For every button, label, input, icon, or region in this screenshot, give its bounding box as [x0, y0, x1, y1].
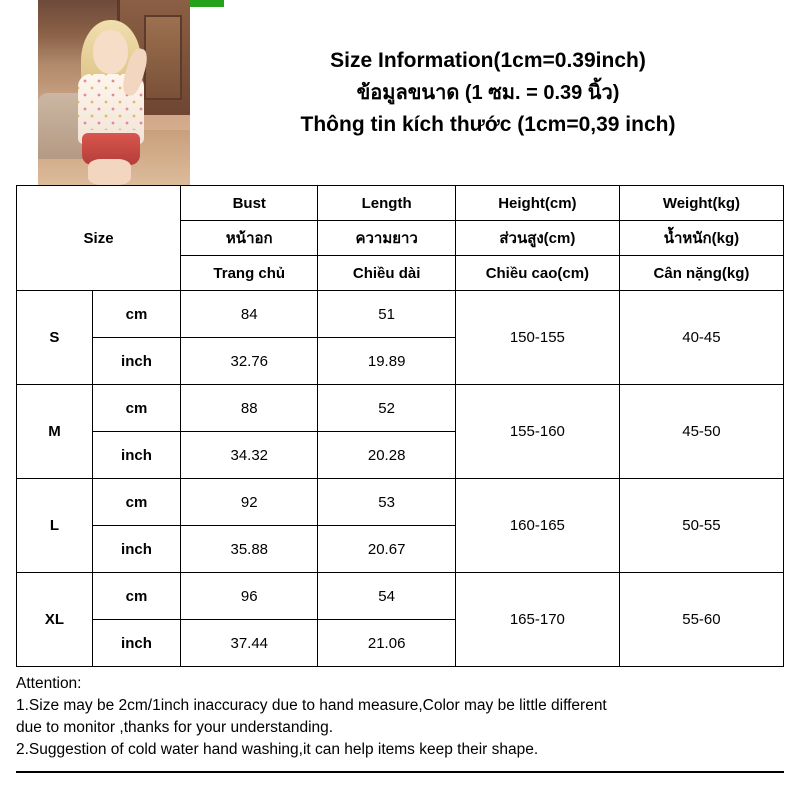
- header-height-vi: Chiều cao(cm): [455, 256, 619, 291]
- bottom-divider: [16, 771, 784, 773]
- header-height-en: Height(cm): [455, 186, 619, 221]
- photo-model-face: [93, 30, 128, 74]
- row-size-l: L: [17, 479, 93, 573]
- row-m-unit-inch: inch: [92, 432, 180, 479]
- attention-block: [16, 673, 784, 761]
- header-length-th: ความยาว: [318, 221, 455, 256]
- row-s-length-cm: 51: [318, 291, 455, 338]
- row-l-length-inch: 20.67: [318, 526, 455, 573]
- row-s-unit-cm: cm: [92, 291, 180, 338]
- size-table: [16, 185, 784, 667]
- row-l-bust-inch: 35.88: [181, 526, 318, 573]
- row-l-weight: 50-55: [619, 479, 783, 573]
- photo-illustration: [38, 0, 190, 185]
- title-block: [190, 0, 800, 185]
- table-row: [17, 479, 784, 526]
- row-l-bust-cm: 92: [181, 479, 318, 526]
- row-size-xl: XL: [17, 573, 93, 667]
- row-size-m: M: [17, 385, 93, 479]
- title-vietnamese: Thông tin kích thước (1cm=0,39 inch): [300, 112, 676, 136]
- row-l-length-cm: 53: [318, 479, 455, 526]
- row-m-length-inch: 20.28: [318, 432, 455, 479]
- table-row: [17, 385, 784, 432]
- row-s-height: 150-155: [455, 291, 619, 385]
- row-s-length-inch: 19.89: [318, 338, 455, 385]
- header-area: [0, 0, 800, 185]
- title-thai: ข้อมูลขนาด (1 ซม. = 0.39 นิ้ว): [356, 81, 620, 104]
- row-xl-unit-cm: cm: [92, 573, 180, 620]
- row-l-unit-cm: cm: [92, 479, 180, 526]
- attention-line-2: due to monitor ,thanks for your understanding.: [16, 719, 334, 736]
- title-english: Size Information(1cm=0.39inch): [330, 48, 646, 72]
- row-m-length-cm: 52: [318, 385, 455, 432]
- header-bust-vi: Trang chủ: [181, 256, 318, 291]
- row-m-bust-inch: 34.32: [181, 432, 318, 479]
- row-xl-height: 165-170: [455, 573, 619, 667]
- row-s-bust-cm: 84: [181, 291, 318, 338]
- row-s-bust-inch: 32.76: [181, 338, 318, 385]
- row-xl-bust-cm: 96: [181, 573, 318, 620]
- table-header-row-en: [17, 186, 784, 221]
- row-s-unit-inch: inch: [92, 338, 180, 385]
- row-m-unit-cm: cm: [92, 385, 180, 432]
- row-xl-weight: 55-60: [619, 573, 783, 667]
- row-size-s: S: [17, 291, 93, 385]
- row-s-weight: 40-45: [619, 291, 783, 385]
- header-size-cell: Size: [17, 186, 181, 291]
- row-m-weight: 45-50: [619, 385, 783, 479]
- row-m-bust-cm: 88: [181, 385, 318, 432]
- row-xl-length-cm: 54: [318, 573, 455, 620]
- model-photo: [38, 0, 190, 185]
- attention-line-1: 1.Size may be 2cm/1inch inaccuracy due to hand measure,Color may be little different: [16, 697, 607, 714]
- header-weight-en: Weight(kg): [619, 186, 783, 221]
- row-l-height: 160-165: [455, 479, 619, 573]
- header-length-vi: Chiều dài: [318, 256, 455, 291]
- header-height-th: ส่วนสูง(cm): [455, 221, 619, 256]
- attention-line-3: 2.Suggestion of cold water hand washing,it can help items keep their shape.: [16, 741, 539, 758]
- attention-heading: Attention:: [16, 675, 82, 692]
- row-xl-length-inch: 21.06: [318, 620, 455, 667]
- table-row: [17, 573, 784, 620]
- header-bust-en: Bust: [181, 186, 318, 221]
- header-weight-vi: Cân nặng(kg): [619, 256, 783, 291]
- header-weight-th: น้ำหนัก(kg): [619, 221, 783, 256]
- row-xl-unit-inch: inch: [92, 620, 180, 667]
- row-l-unit-inch: inch: [92, 526, 180, 573]
- row-m-height: 155-160: [455, 385, 619, 479]
- header-bust-th: หน้าอก: [181, 221, 318, 256]
- header-length-en: Length: [318, 186, 455, 221]
- table-row: [17, 291, 784, 338]
- photo-model-legs: [88, 159, 131, 185]
- photo-wall-panel-secondary: [144, 15, 181, 100]
- row-xl-bust-inch: 37.44: [181, 620, 318, 667]
